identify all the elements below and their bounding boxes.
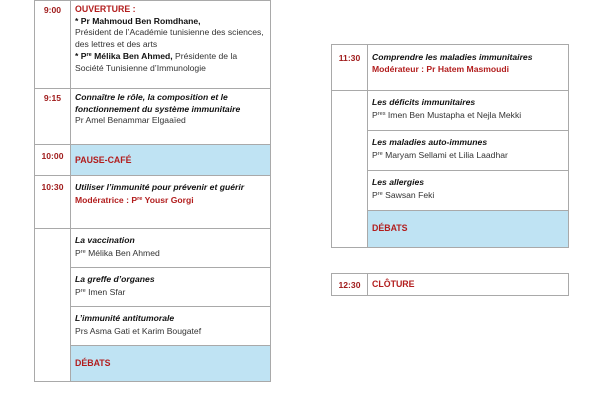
talk-title: Les déficits immunitaires xyxy=(372,97,476,107)
program-left-table xyxy=(34,0,271,382)
talk-speaker xyxy=(75,247,266,260)
talk-speaker-sup: res xyxy=(377,110,386,117)
session2-time: 10:30 xyxy=(35,176,71,228)
debate-label: DÉBATS xyxy=(75,357,111,368)
opening-time: 9:00 xyxy=(35,1,71,88)
talk-autoimmune xyxy=(368,130,568,170)
closing-body xyxy=(368,274,568,295)
closing-label: CLÔTURE xyxy=(372,279,415,289)
opening-title: OUVERTURE : xyxy=(75,4,136,14)
talk-speaker xyxy=(75,286,266,299)
session2-moderator-label: Modératrice : P xyxy=(75,194,138,205)
session3-moderator: Modérateur : Pr Hatem Masmoudi xyxy=(372,63,510,74)
talk-speaker xyxy=(372,109,564,122)
session3-talks-time-cell xyxy=(332,91,368,247)
talk-speaker-sup: re xyxy=(80,287,86,294)
talk-speaker-prefix: P xyxy=(372,109,378,120)
talk-speaker-prefix: P xyxy=(75,286,81,297)
talk-speaker xyxy=(372,149,564,162)
session3-title: Comprendre les maladies immunitaires xyxy=(372,52,533,62)
talk-speaker-name: Sawsan Feki xyxy=(382,189,435,200)
break-time: 10:00 xyxy=(35,145,71,175)
talk-speaker-name: Imen Ben Mustapha et Nejla Mekki xyxy=(385,109,522,120)
talk-allergies xyxy=(368,170,568,210)
talk-speaker-name: Prs Asma Gati et Karim Bougatef xyxy=(75,325,202,336)
talk-speaker-name: Imen Sfar xyxy=(85,286,126,297)
talk-title: Les allergies xyxy=(372,177,425,187)
talk-title: La greffe d’organes xyxy=(75,274,155,284)
talk-speaker-prefix: P xyxy=(75,247,81,258)
opening-speaker2-name: Mélika Ben Ahmed, xyxy=(91,51,173,62)
talk-graft xyxy=(71,267,270,306)
debate-label: DÉBATS xyxy=(372,223,408,234)
session2-row xyxy=(35,175,270,228)
session2-talks-row xyxy=(35,228,270,381)
program-right-table xyxy=(331,44,569,248)
session1-time: 9:15 xyxy=(35,89,71,144)
session3-talks-row xyxy=(332,90,568,247)
closing-row xyxy=(332,273,568,295)
opening-speaker2 xyxy=(75,50,266,74)
talk-antitumor xyxy=(71,306,270,345)
break-body xyxy=(71,145,270,175)
session3-time: 11:30 xyxy=(332,45,368,90)
talk-speaker xyxy=(75,325,266,338)
talk-speaker-sup: re xyxy=(377,190,383,197)
session2-moderator xyxy=(75,194,266,207)
session3-row xyxy=(332,44,568,90)
talk-speaker-prefix: P xyxy=(372,149,378,160)
talk-speaker-name: Mélika Ben Ahmed xyxy=(85,247,160,258)
session2-title: Utiliser l’immunité pour prévenir et guérir xyxy=(75,182,245,192)
session1-body xyxy=(71,89,270,144)
opening-speaker1-role: Président de l’Académie tunisienne des sciences, des lettres et des arts xyxy=(75,27,264,49)
session1-row xyxy=(35,88,270,144)
talk-vaccination xyxy=(71,229,270,267)
session2-body xyxy=(71,176,270,228)
talk-speaker-sup: re xyxy=(377,150,383,157)
session2-moderator-name: Yousr Gorgi xyxy=(142,194,194,205)
closing-time: 12:30 xyxy=(332,274,368,295)
talk-deficits xyxy=(368,91,568,130)
opening-speaker2-sup: re xyxy=(86,52,92,59)
session1-title: Connaître le rôle, la composition et le fonctionnement du système immunitaire xyxy=(75,92,241,114)
closing-table xyxy=(331,273,569,296)
session2-talks-time-cell xyxy=(35,229,71,381)
debate-right xyxy=(368,210,568,247)
talk-speaker xyxy=(372,189,564,202)
break-label: PAUSE-CAFÉ xyxy=(75,155,132,165)
session3-body xyxy=(368,45,568,90)
talk-title: L’immunité antitumorale xyxy=(75,313,175,323)
debate-left xyxy=(71,345,270,381)
session2-moderator-sup: re xyxy=(137,195,143,202)
opening-speaker2-prefix: * P xyxy=(75,51,87,62)
opening-body xyxy=(71,1,270,88)
opening-speaker2-role: Présidente de la Société Tunisienne d’Immunologie xyxy=(75,51,238,73)
talk-speaker-name: Maryam Sellami et Lilia Laadhar xyxy=(382,149,508,160)
break-row xyxy=(35,144,270,175)
session1-speaker: Pr Amel Benammar Elgaaïed xyxy=(75,115,186,126)
talk-speaker-prefix: P xyxy=(372,189,378,200)
talk-title: Les maladies auto-immunes xyxy=(372,137,488,147)
talk-speaker-sup: re xyxy=(80,248,86,255)
session3-talks xyxy=(368,91,568,247)
session2-talks xyxy=(71,229,270,381)
talk-title: La vaccination xyxy=(75,235,135,245)
opening-row xyxy=(35,0,270,88)
opening-speaker1-name: * Pr Mahmoud Ben Romdhane, xyxy=(75,15,201,26)
